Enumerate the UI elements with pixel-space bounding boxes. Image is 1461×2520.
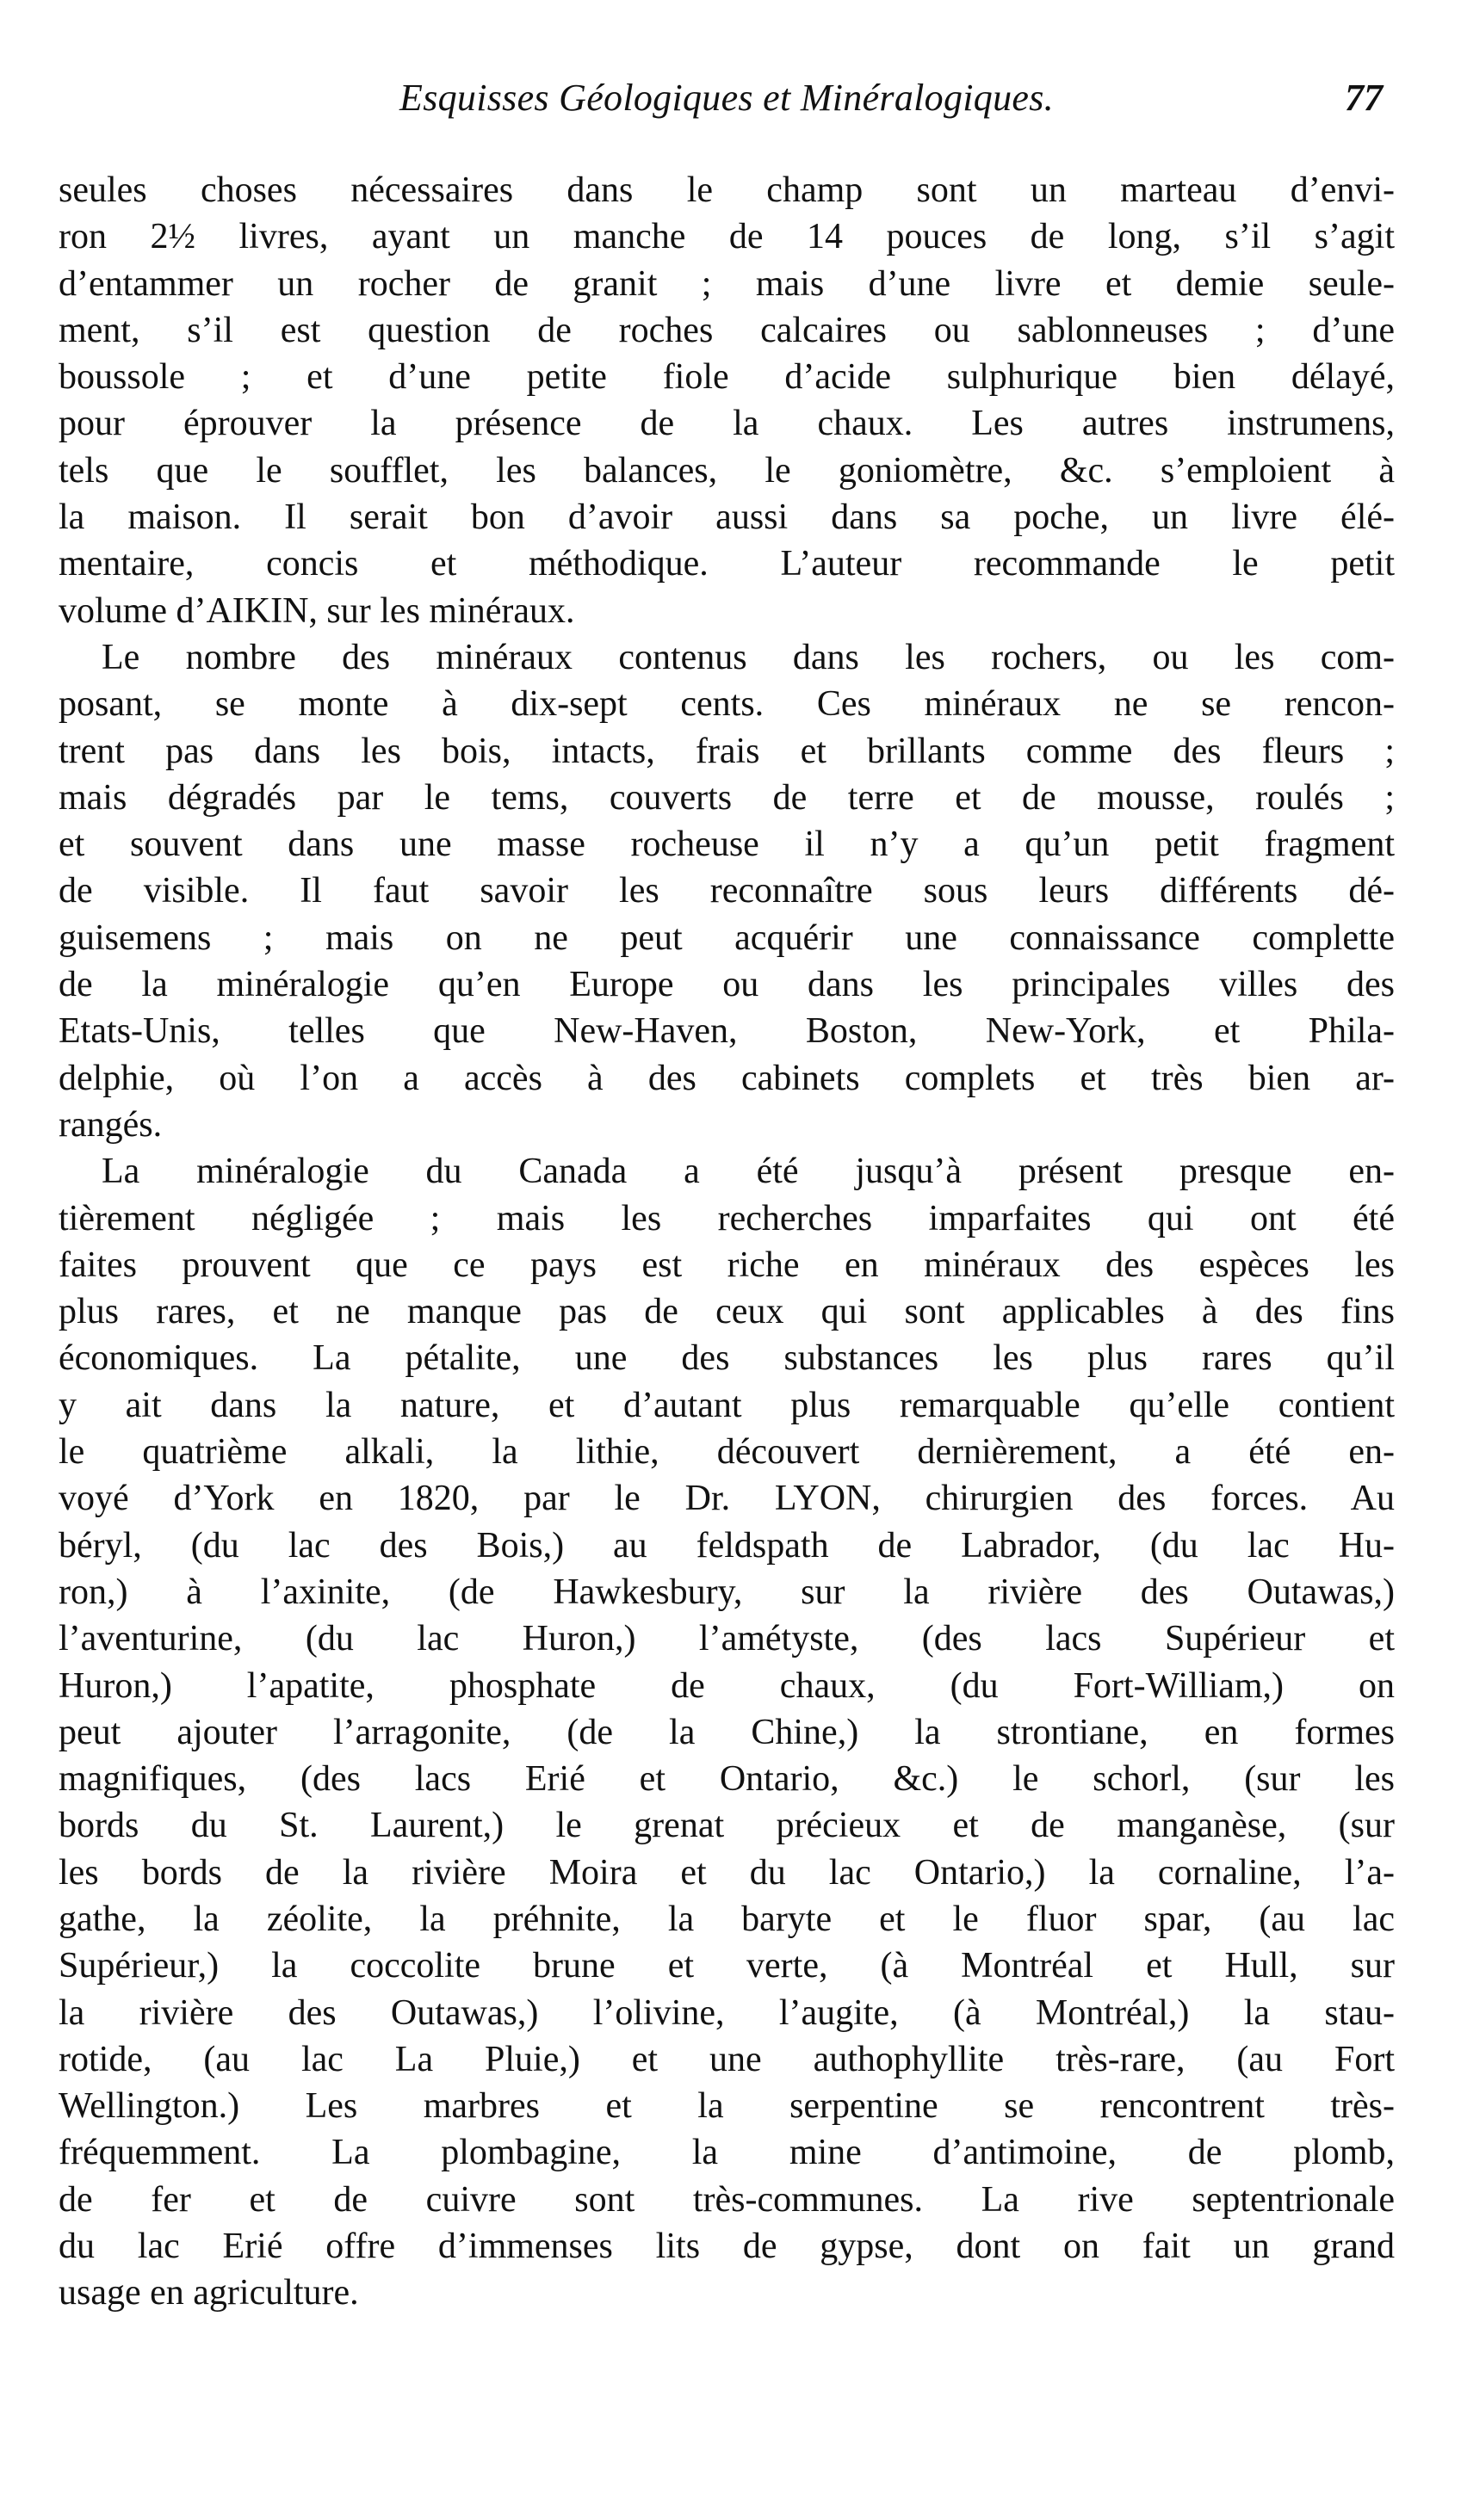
text-line: mentaire, concis et méthodique. L’auteur recommande le petit bbox=[59, 544, 1395, 584]
text-line: rotide, (au lac La Pluie,) et une authophyllite très-rare, (au Fort bbox=[59, 2039, 1395, 2079]
text-line: de visible. Il faut savoir les reconnaître sous leurs différents dé- bbox=[59, 871, 1395, 911]
text-line: pour éprouver la présence de la chaux. Les autres instrumens, bbox=[59, 404, 1395, 444]
text-line: volume d’AIKIN, sur les minéraux. bbox=[59, 590, 575, 631]
text-line: usage en agriculture. bbox=[59, 2273, 359, 2313]
text-line: gathe, la zéolite, la préhnite, la baryte et le fluor spar, (au lac bbox=[59, 1899, 1395, 1939]
text-line: magnifiques, (des lacs Erié et Ontario, &c.) le schorl, (sur les bbox=[59, 1759, 1395, 1800]
text-line: Supérieur,) la coccolite brune et verte, (à Montréal et Hull, sur bbox=[59, 1946, 1395, 1986]
text-line: fréquemment. La plombagine, la mine d’antimoine, de plomb, bbox=[59, 2133, 1395, 2173]
text-line: du lac Erié offre d’immenses lits de gypse, dont on fait un grand bbox=[59, 2227, 1395, 2267]
text-line: de la minéralogie qu’en Europe ou dans les principales villes des bbox=[59, 965, 1395, 1005]
text-line: de fer et de cuivre sont très-communes. La rive septentrionale bbox=[59, 2179, 1395, 2220]
text-line: trent pas dans les bois, intacts, frais et brillants comme des fleurs ; bbox=[59, 731, 1395, 771]
text-line: mais dégradés par le tems, couverts de terre et de mousse, roulés ; bbox=[59, 777, 1395, 818]
text-line: ron,) à l’axinite, (de Hawkesbury, sur la rivière des Outawas,) bbox=[59, 1572, 1395, 1612]
text-line: rangés. bbox=[59, 1104, 163, 1145]
body-text bbox=[59, 167, 1395, 2317]
text-line: la maison. Il serait bon d’avoir aussi dans sa poche, un livre élé- bbox=[59, 497, 1395, 538]
text-line: faites prouvent que ce pays est riche en minéraux des espèces les bbox=[59, 1245, 1395, 1285]
text-line: les bords de la rivière Moira et du lac Ontario,) la cornaline, l’a- bbox=[59, 1852, 1395, 1893]
text-line: posant, se monte à dix-sept cents. Ces minéraux ne se rencon- bbox=[59, 684, 1395, 725]
text-line: et souvent dans une masse rocheuse il n’y a qu’un petit fragment bbox=[59, 825, 1395, 865]
text-line: Etats-Unis, telles que New-Haven, Boston, New-York, et Phila- bbox=[59, 1011, 1395, 1052]
text-line: tels que le soufflet, les balances, le goniomètre, &c. s’emploient à bbox=[59, 450, 1395, 491]
text-line: voyé d’York en 1820, par le Dr. LYON, chirurgien des forces. Au bbox=[59, 1479, 1395, 1519]
text-line: économiques. La pétalite, une des substances les plus rares qu’il bbox=[59, 1338, 1395, 1379]
text-line: ment, s’il est question de roches calcaires ou sablonneuses ; d’une bbox=[59, 310, 1395, 350]
text-line: La minéralogie du Canada a été jusqu’à présent presque en- bbox=[102, 1152, 1395, 1192]
text-line: y ait dans la nature, et d’autant plus remarquable qu’elle contient bbox=[59, 1385, 1395, 1425]
text-line: béryl, (du lac des Bois,) au feldspath de Labrador, (du lac Hu- bbox=[59, 1525, 1395, 1566]
page-header bbox=[59, 76, 1395, 127]
text-line: ron 2½ livres, ayant un manche de 14 pouces de long, s’il s’agit bbox=[59, 217, 1395, 257]
text-line: boussole ; et d’une petite fiole d’acide sulphurique bien délayé, bbox=[59, 357, 1395, 398]
text-line: delphie, où l’on a accès à des cabinets complets et très bien ar- bbox=[59, 1058, 1395, 1098]
text-line: seules choses nécessaires dans le champ sont un marteau d’envi- bbox=[59, 170, 1395, 210]
page-number: 77 bbox=[1345, 77, 1383, 119]
text-line: bords du St. Laurent,) le grenat précieux et de manganèse, (sur bbox=[59, 1806, 1395, 1846]
text-line: Le nombre des minéraux contenus dans les rochers, ou les com- bbox=[102, 637, 1395, 677]
text-line: Wellington.) Les marbres et la serpentine se rencontrent très- bbox=[59, 2086, 1395, 2127]
text-line: la rivière des Outawas,) l’olivine, l’augite, (à Montréal,) la stau- bbox=[59, 1992, 1395, 2033]
document-page bbox=[59, 0, 1395, 2520]
text-line: le quatrième alkali, la lithie, découvert dernièrement, a été en- bbox=[59, 1432, 1395, 1473]
text-line: peut ajouter l’arragonite, (de la Chine,) la strontiane, en formes bbox=[59, 1712, 1395, 1752]
text-line: plus rares, et ne manque pas de ceux qui sont applicables à des fins bbox=[59, 1292, 1395, 1332]
text-line: d’entammer un rocher de granit ; mais d’une livre et demie seule- bbox=[59, 263, 1395, 304]
text-line: guisemens ; mais on ne peut acquérir une connaissance complette bbox=[59, 917, 1395, 958]
running-title: Esquisses Géologiques et Minéralogiques. bbox=[399, 77, 1054, 119]
text-line: l’aventurine, (du lac Huron,) l’amétyste, (des lacs Supérieur et bbox=[59, 1619, 1395, 1659]
text-line: tièrement négligée ; mais les recherches imparfaites qui ont été bbox=[59, 1198, 1395, 1238]
text-line: Huron,) l’apatite, phosphate de chaux, (du Fort-William,) on bbox=[59, 1665, 1395, 1706]
